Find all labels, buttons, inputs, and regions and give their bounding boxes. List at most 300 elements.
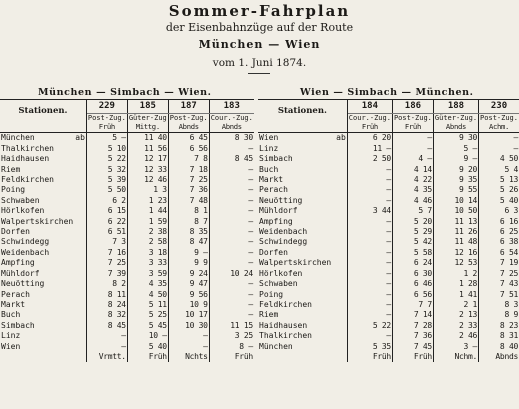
station-name: Schwindegg <box>259 237 308 247</box>
arrival-period: Nchm. <box>433 352 478 362</box>
departure-marker <box>74 185 86 195</box>
arrival-period: Vrmtt. <box>86 352 127 362</box>
departure-marker <box>74 165 86 175</box>
time-cell: 6 3 <box>479 206 519 216</box>
time-cell: 9 47 <box>168 279 209 289</box>
station-row <box>0 321 254 331</box>
time-cell: — <box>168 331 209 341</box>
time-cell: 4 35 <box>392 185 433 195</box>
timetable-vienna-munich <box>258 99 519 362</box>
train-type: Post-Zug. <box>480 114 518 122</box>
time-cell: 10 24 <box>209 269 254 279</box>
station-row <box>258 237 519 247</box>
time-cell: 7 16 <box>86 248 127 258</box>
time-cell: 5 25 <box>127 310 168 320</box>
time-cell: 1 23 <box>127 196 168 206</box>
time-cell: 5 29 <box>392 227 433 237</box>
station-name: Hörlkofen <box>1 206 45 216</box>
departure-marker: ab <box>75 133 85 143</box>
departure-marker <box>74 321 86 331</box>
departure-marker <box>335 279 348 289</box>
station-row <box>0 237 254 247</box>
train-type: Cour.-Zug. <box>348 114 391 122</box>
time-cell: 4 22 <box>392 175 433 185</box>
station-name: Neuötting <box>1 279 45 289</box>
time-cell: 9 9 <box>168 258 209 268</box>
time-cell: 9 30 <box>433 133 478 144</box>
time-cell: 3 59 <box>127 269 168 279</box>
station-row <box>0 290 254 300</box>
time-cell: 6 45 <box>168 133 209 144</box>
departure-marker <box>74 154 86 164</box>
train-type: Post-Zug. <box>169 114 208 122</box>
time-cell: 11 13 <box>433 217 478 227</box>
time-cell: 4 — <box>392 154 433 164</box>
station-name: Schwaben <box>259 279 298 289</box>
station-name: München <box>259 341 293 351</box>
time-cell: — <box>347 269 392 279</box>
time-cell: 2 33 <box>433 321 478 331</box>
time-cell: — <box>168 342 209 352</box>
departure-marker <box>74 300 86 310</box>
time-cell: 6 56 <box>168 144 209 154</box>
departure-marker <box>335 321 348 331</box>
train-number: 188 <box>433 100 478 114</box>
time-cell: 10 14 <box>433 196 478 206</box>
time-cell: 3 44 <box>347 206 392 216</box>
time-cell: 5 58 <box>392 248 433 258</box>
arrival-period: Früh <box>209 352 254 362</box>
time-cell: 8 24 <box>86 300 127 310</box>
station-row <box>0 300 254 310</box>
station-name: Ampfing <box>1 258 35 268</box>
departure-marker <box>74 331 86 341</box>
station-row <box>0 310 254 320</box>
train-type: Post-Zug. <box>393 114 432 122</box>
train-number: 185 <box>127 100 168 114</box>
time-cell: 8 47 <box>168 237 209 247</box>
time-cell: 10 17 <box>168 310 209 320</box>
time-cell: 7 3 <box>86 237 127 247</box>
station-name: Simbach <box>259 154 293 164</box>
departure-marker <box>74 206 86 216</box>
time-cell: — <box>347 237 392 247</box>
station-row <box>258 154 519 164</box>
time-cell: 5 10 <box>86 144 127 154</box>
time-cell: 5 4 <box>479 165 519 175</box>
time-of-day: Früh <box>347 122 392 133</box>
time-cell: — <box>347 227 392 237</box>
station-column-header: Stationen. <box>0 100 86 123</box>
time-cell: 11 56 <box>127 144 168 154</box>
time-cell: 8 2 <box>86 279 127 289</box>
departure-marker <box>74 227 86 237</box>
time-of-day-spacer <box>258 122 347 133</box>
time-cell: 5 11 <box>127 300 168 310</box>
time-of-day: Früh <box>392 122 433 133</box>
time-cell: 1 41 <box>433 290 478 300</box>
time-cell: 5 50 <box>86 185 127 195</box>
station-row <box>258 206 519 216</box>
time-cell: — <box>209 227 254 237</box>
station-row <box>0 279 254 289</box>
time-cell: — <box>347 290 392 300</box>
route-title: München — Wien <box>198 38 321 51</box>
departure-marker <box>74 196 86 206</box>
time-cell: 5 26 <box>479 185 519 195</box>
station-row <box>0 165 254 175</box>
departure-marker <box>335 217 348 227</box>
time-cell: 8 45 <box>209 154 254 164</box>
time-cell: 7 25 <box>168 175 209 185</box>
divider-rule <box>248 73 270 74</box>
timetable-munich-vienna <box>0 99 254 362</box>
station-row <box>258 331 519 341</box>
departure-marker <box>335 331 348 341</box>
station-name: Perach <box>1 289 30 299</box>
time-cell: 12 16 <box>433 248 478 258</box>
station-name: Dorfen <box>259 247 288 257</box>
time-cell: 11 40 <box>127 133 168 144</box>
arrival-period: Abnds <box>479 352 519 362</box>
time-cell: — <box>209 290 254 300</box>
time-cell: — <box>209 258 254 268</box>
time-cell: — <box>347 258 392 268</box>
time-cell: — <box>479 144 519 154</box>
time-cell: 11 48 <box>433 237 478 247</box>
time-cell: 8 40 <box>479 342 519 352</box>
departure-marker <box>335 290 348 300</box>
time-cell: 5 40 <box>127 342 168 352</box>
station-row <box>0 185 254 195</box>
station-row <box>258 279 519 289</box>
time-cell: — <box>392 133 433 144</box>
station-name: Perach <box>259 185 288 195</box>
time-cell: — <box>209 248 254 258</box>
time-cell: — <box>209 217 254 227</box>
station-name: Thalkirchen <box>259 331 312 341</box>
time-cell: — <box>86 331 127 341</box>
time-cell: — <box>347 331 392 341</box>
time-cell: 6 2 <box>86 196 127 206</box>
time-cell: — <box>347 196 392 206</box>
time-cell: 10 30 <box>168 321 209 331</box>
time-cell: 2 38 <box>127 227 168 237</box>
station-row <box>258 342 519 352</box>
time-cell: 7 28 <box>392 321 433 331</box>
time-cell: 7 25 <box>479 269 519 279</box>
station-row <box>0 206 254 216</box>
station-name: Linz <box>259 143 279 153</box>
time-cell: 11 26 <box>433 227 478 237</box>
time-cell: — <box>209 279 254 289</box>
time-cell: 5 32 <box>86 165 127 175</box>
departure-marker <box>74 279 86 289</box>
time-cell: 9 35 <box>433 175 478 185</box>
time-cell: 11 — <box>347 144 392 154</box>
time-cell: 9 55 <box>433 185 478 195</box>
time-cell: — <box>209 175 254 185</box>
time-cell: — <box>209 206 254 216</box>
time-cell: 6 38 <box>479 237 519 247</box>
time-cell: 4 35 <box>127 279 168 289</box>
time-cell: 1 28 <box>433 279 478 289</box>
station-row <box>0 331 254 341</box>
arrival-period: Früh <box>347 352 392 362</box>
time-cell: 6 16 <box>479 217 519 227</box>
station-name: Haidhausen <box>1 154 50 164</box>
station-name: Poing <box>259 289 284 299</box>
time-cell: — <box>209 196 254 206</box>
time-of-day: Achm. <box>479 122 519 133</box>
station-row <box>258 300 519 310</box>
validity-date: vom 1. Juni 1874. <box>212 57 307 69</box>
station-name: Wien <box>1 341 21 351</box>
departure-marker <box>335 300 348 310</box>
time-cell: — <box>347 185 392 195</box>
arrival-period: Früh <box>127 352 168 362</box>
time-cell: — <box>347 175 392 185</box>
time-cell: — <box>347 300 392 310</box>
time-cell: 4 50 <box>479 154 519 164</box>
footer-row <box>258 352 519 362</box>
time-cell: 9 20 <box>433 165 478 175</box>
departure-marker <box>335 258 348 268</box>
time-cell: 8 32 <box>86 310 127 320</box>
time-cell: — <box>86 342 127 352</box>
departure-marker <box>335 196 348 206</box>
train-number: 230 <box>479 100 519 114</box>
time-cell: 6 24 <box>392 258 433 268</box>
footer-spacer <box>258 352 347 362</box>
departure-marker <box>335 227 348 237</box>
time-cell: 7 36 <box>168 185 209 195</box>
time-cell: 11 15 <box>209 321 254 331</box>
time-cell: — <box>347 217 392 227</box>
station-row <box>0 269 254 279</box>
time-of-day: Abnds <box>209 122 254 133</box>
departure-marker <box>335 206 348 216</box>
station-row <box>258 144 519 154</box>
time-cell: — <box>347 279 392 289</box>
time-cell: 6 54 <box>479 248 519 258</box>
departure-marker <box>335 237 348 247</box>
station-name: Weidenbach <box>1 247 50 257</box>
train-number: 184 <box>347 100 392 114</box>
departure-marker <box>74 175 86 185</box>
departure-marker <box>335 248 348 258</box>
time-cell: 8 9 <box>479 310 519 320</box>
station-row <box>258 248 519 258</box>
time-cell: 5 35 <box>347 342 392 352</box>
departure-marker <box>74 217 86 227</box>
time-cell: 10 — <box>127 331 168 341</box>
station-name: Dorfen <box>1 227 30 237</box>
left-panel-title: München — Simbach — Wien. <box>38 87 212 98</box>
station-name: Hörlkofen <box>259 268 303 278</box>
departure-marker <box>74 269 86 279</box>
train-number: 186 <box>392 100 433 114</box>
station-name: Mühldorf <box>259 206 298 216</box>
time-cell: 5 42 <box>392 237 433 247</box>
train-type: Post-Zug. <box>87 114 126 122</box>
time-cell: 10 9 <box>168 300 209 310</box>
header-row <box>258 100 519 114</box>
time-cell: 5 7 <box>392 206 433 216</box>
time-cell: — <box>209 237 254 247</box>
station-name: Walpertskirchen <box>1 216 74 226</box>
time-cell: 6 20 <box>347 133 392 144</box>
time-cell: 8 1 <box>168 206 209 216</box>
departure-marker <box>335 154 348 164</box>
station-row <box>0 196 254 206</box>
time-cell: 4 14 <box>392 165 433 175</box>
time-cell: 1 2 <box>433 269 478 279</box>
station-name: Thalkirchen <box>1 143 54 153</box>
station-name: München <box>1 133 35 143</box>
train-type: Güter-Zug. <box>434 114 478 122</box>
station-row <box>0 175 254 185</box>
time-cell: 5 20 <box>392 217 433 227</box>
time-cell: 1 44 <box>127 206 168 216</box>
station-name: Feldkirchen <box>259 299 312 309</box>
station-name: Schwaben <box>1 195 40 205</box>
departure-marker <box>335 144 348 154</box>
station-row <box>258 133 519 144</box>
time-cell: 12 46 <box>127 175 168 185</box>
time-cell: 6 51 <box>86 227 127 237</box>
departure-marker: ab <box>336 133 346 143</box>
time-cell: 2 13 <box>433 310 478 320</box>
time-cell: 5 13 <box>479 175 519 185</box>
time-cell: 3 33 <box>127 258 168 268</box>
arrival-period: Nchts <box>168 352 209 362</box>
time-cell: 7 51 <box>479 290 519 300</box>
right-panel-title: Wien — Simbach — München. <box>300 87 474 98</box>
departure-marker <box>74 342 86 352</box>
time-of-day: Abnds <box>433 122 478 133</box>
time-cell: — <box>347 165 392 175</box>
time-cell: 7 14 <box>392 310 433 320</box>
time-cell: 3 25 <box>209 331 254 341</box>
departure-marker <box>335 310 348 320</box>
departure-marker <box>74 290 86 300</box>
station-row <box>0 133 254 144</box>
footer-row <box>0 352 254 362</box>
station-row <box>258 290 519 300</box>
time-cell: — <box>347 310 392 320</box>
station-row <box>0 154 254 164</box>
station-row <box>258 310 519 320</box>
time-cell: 7 8 <box>168 154 209 164</box>
header-row <box>0 100 254 114</box>
time-cell: 7 45 <box>392 342 433 352</box>
time-cell: 8 30 <box>209 133 254 144</box>
station-name: Walpertskirchen <box>259 258 332 268</box>
time-cell: 8 35 <box>168 227 209 237</box>
time-cell: 8 45 <box>86 321 127 331</box>
time-cell: 5 45 <box>127 321 168 331</box>
time-cell: 7 18 <box>168 165 209 175</box>
departure-marker <box>335 175 348 185</box>
station-name: Buch <box>1 310 21 320</box>
time-cell: 6 30 <box>392 269 433 279</box>
station-name: Poing <box>1 185 26 195</box>
station-row <box>0 258 254 268</box>
time-cell: 7 43 <box>479 279 519 289</box>
time-cell: 8 7 <box>168 217 209 227</box>
time-cell: 5 22 <box>347 321 392 331</box>
time-of-day-row <box>0 122 254 133</box>
time-cell: 5 — <box>86 133 127 144</box>
time-cell: 12 17 <box>127 154 168 164</box>
station-row <box>0 248 254 258</box>
station-name: Simbach <box>1 320 35 330</box>
time-cell: — <box>209 185 254 195</box>
station-name: Mühldorf <box>1 268 40 278</box>
time-cell: 7 36 <box>392 331 433 341</box>
time-cell: 9 56 <box>168 290 209 300</box>
train-number: 183 <box>209 100 254 114</box>
time-cell: — <box>209 300 254 310</box>
departure-marker <box>335 165 348 175</box>
arrival-period: Früh <box>392 352 433 362</box>
time-cell: 2 1 <box>433 300 478 310</box>
time-cell: 7 39 <box>86 269 127 279</box>
station-name: Haidhausen <box>259 320 308 330</box>
time-cell: 12 53 <box>433 258 478 268</box>
time-cell: 6 15 <box>86 206 127 216</box>
time-cell: 3 18 <box>127 248 168 258</box>
station-name: Riem <box>1 164 21 174</box>
time-cell: 5 22 <box>86 154 127 164</box>
station-name: Ampfing <box>259 216 293 226</box>
station-row <box>258 217 519 227</box>
station-name: Buch <box>259 164 279 174</box>
station-name: Weidenbach <box>259 227 308 237</box>
time-of-day: Mittg. <box>127 122 168 133</box>
station-column-header: Stationen. <box>258 100 347 123</box>
time-cell: 2 50 <box>347 154 392 164</box>
departure-marker <box>74 258 86 268</box>
time-of-day: Abnds <box>168 122 209 133</box>
time-of-day: Früh <box>86 122 127 133</box>
time-cell: 7 7 <box>392 300 433 310</box>
time-cell: 7 25 <box>86 258 127 268</box>
time-cell: 4 50 <box>127 290 168 300</box>
time-cell: — <box>209 165 254 175</box>
departure-marker <box>74 248 86 258</box>
time-cell: 1 59 <box>127 217 168 227</box>
train-type: Güter-Zug <box>128 114 167 122</box>
station-name: Schwindegg <box>1 237 50 247</box>
station-name: Markt <box>259 175 284 185</box>
time-cell: 5 — <box>433 144 478 154</box>
departure-marker <box>335 269 348 279</box>
station-name: Neuötting <box>259 195 303 205</box>
time-cell: 12 33 <box>127 165 168 175</box>
departure-marker <box>335 185 348 195</box>
time-cell: 3 — <box>433 342 478 352</box>
time-cell: 6 46 <box>392 279 433 289</box>
page-title: Sommer-Fahrplan <box>168 2 351 20</box>
time-cell: 2 46 <box>433 331 478 341</box>
train-number: 229 <box>86 100 127 114</box>
station-name: Wien <box>259 133 279 143</box>
time-cell: 9 24 <box>168 269 209 279</box>
station-row <box>258 321 519 331</box>
station-row <box>258 196 519 206</box>
